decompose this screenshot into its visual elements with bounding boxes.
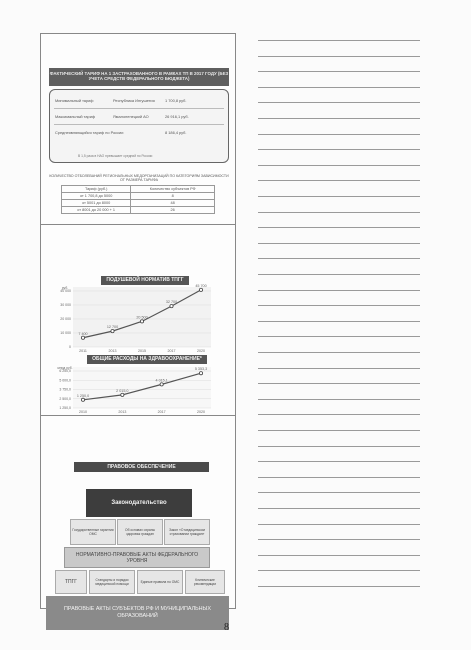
y-tick-label: 30 000 <box>60 303 71 308</box>
data-label: 2 015,0 <box>116 388 129 393</box>
pyramid-box: Единые правила по ОМС <box>137 570 183 594</box>
tariff-row <box>55 127 223 138</box>
data-point <box>81 398 84 401</box>
pyramid-box: Клинические рекомендации <box>185 570 225 594</box>
ruled-line <box>258 492 420 493</box>
ruled-line <box>258 118 420 119</box>
pyramid-box: Стандарты и порядки медицинской помощи <box>89 570 135 594</box>
ruled-line <box>258 212 420 213</box>
chart-title: ПОДУШЕВОЙ НОРМАТИВ ТПГГ <box>101 276 189 285</box>
data-point <box>111 330 114 333</box>
ruled-line <box>258 368 420 369</box>
y-tick-label: 1 250,0 <box>59 406 71 411</box>
ruled-line <box>258 539 420 540</box>
pyramid-box: Об основах охраны здоровья граждан <box>117 519 163 545</box>
ruled-line <box>258 149 420 150</box>
table-cell: от 8001 до 20 000 + 1 <box>62 207 131 214</box>
x-tick-label: 2017 <box>157 410 166 414</box>
data-point <box>170 305 173 308</box>
pyramid-law: Законодательство <box>86 489 192 517</box>
y-tick-label: 0 <box>69 345 71 350</box>
ruled-line <box>258 56 420 57</box>
data-label: 20 500 <box>136 315 148 320</box>
y-axis-label: руб. <box>61 286 69 290</box>
data-point <box>160 383 163 386</box>
ruled-line <box>258 352 420 353</box>
pyramid-federal: НОРМАТИВНО-ПРАВОВЫЕ АКТЫ ФЕДЕРАЛЬНОГО УРОВНЯ <box>64 547 210 568</box>
table-header: Тариф (руб.) <box>62 186 131 193</box>
y-tick-label: 5 000,0 <box>59 378 71 383</box>
data-label: 4 015,1 <box>155 378 168 383</box>
table-row <box>62 200 215 207</box>
data-label: 7 400 <box>78 331 88 336</box>
y-tick-label: 10 000 <box>60 331 71 336</box>
x-tick-label: 2013 <box>118 410 127 414</box>
data-point <box>81 336 84 339</box>
y-tick-label: 6 250,0 <box>59 369 71 374</box>
data-point <box>140 320 143 323</box>
ruled-line <box>258 446 420 447</box>
ruled-line <box>258 461 420 462</box>
ruled-line <box>258 134 420 135</box>
orgs-title: КОЛИЧЕСТВО ОТБОЛЕВАНИЙ РЕГИОНАЛЬНЫХ МЕДОРГАНИЗАЦИЙ ПО КАТЕГОРИЯМ ЗАВИСИМОСТИ ОТ РАЗМЕРА ТАРИФА <box>49 174 229 183</box>
ruled-line <box>258 290 420 291</box>
tariff-region: Ямалоненецкий АО <box>113 114 149 119</box>
x-tick-label: 2020 <box>197 410 205 414</box>
pyramid-box: Государственные гарантии ОМС <box>70 519 116 545</box>
data-point <box>121 393 124 396</box>
table-cell: от 1 700,8 до 5000 <box>62 193 131 200</box>
ruled-line <box>258 40 420 41</box>
tariff-row <box>55 95 223 106</box>
tariff-note: В 1,5 раза в НАО превышает средний по России <box>78 154 153 158</box>
slide-legal <box>41 415 235 619</box>
data-label: 5 353,3 <box>194 367 208 372</box>
ruled-line <box>258 383 420 384</box>
x-tick-label: 2020 <box>197 349 205 353</box>
chart-title: ОБЩИЕ РАСХОДЫ НА ЗДРАВООХРАНЕНИЕ* <box>87 355 207 364</box>
pyramid-regional: ПРАВОВЫЕ АКТЫ СУБЪЕКТОВ РФ И МУНИЦИПАЛЬНЫХ ОБРАЗОВАНИЙ <box>46 596 229 630</box>
data-point <box>199 288 202 291</box>
slides-column <box>40 33 236 619</box>
tariff-value: 26 916,1 руб. <box>165 114 189 119</box>
ruled-line <box>258 586 420 587</box>
divider <box>54 108 224 109</box>
table-header: Количество субъектов РФ <box>131 186 215 193</box>
pyramid-box: Закон «О медицинском страховании граждан» <box>164 519 210 545</box>
table-row <box>62 207 215 214</box>
y-tick-label: 2 500,0 <box>59 396 71 401</box>
data-label: 12 700 <box>106 325 119 330</box>
divider <box>54 124 224 125</box>
ruled-line <box>258 555 420 556</box>
table-cell: от 5001 до 8000 <box>62 200 131 207</box>
ruled-line <box>258 102 420 103</box>
table-header-row <box>62 186 215 193</box>
ruled-line <box>258 399 420 400</box>
ruled-line <box>258 227 420 228</box>
table-cell: 48 <box>131 200 215 207</box>
charts-canvas <box>41 225 235 416</box>
slide-tariff <box>41 34 235 224</box>
ruled-line <box>258 508 420 509</box>
tariff-label: Среднеявляющийся тариф по России <box>55 130 124 135</box>
tariff-label: Минимальный тариф <box>55 98 94 103</box>
x-tick-label: 2017 <box>167 349 176 353</box>
tariff-region: Республика Ингушетия <box>113 98 155 103</box>
ruled-line <box>258 71 420 72</box>
ruled-line <box>258 524 420 525</box>
data-point <box>199 372 202 375</box>
data-label: 1 250,0 <box>76 393 90 398</box>
ruled-line <box>258 180 420 181</box>
data-label: 45 700 <box>195 283 207 288</box>
tariff-box <box>49 89 229 163</box>
slide-charts <box>41 224 235 415</box>
plot-area <box>73 367 211 408</box>
slide-title: ФАКТИЧЕСКИЙ ТАРИФ НА 1 ЗАСТРАХОВАННОГО В РАМКАХ ТП В 2017 ГОДУ (БЕЗ УЧЕТА СРЕДСТВ ФЕДЕРАЛЬНОГО БЮДЖЕТА) <box>49 68 229 86</box>
table-row <box>62 193 215 200</box>
ruled-line <box>258 430 420 431</box>
ruled-line <box>258 570 420 571</box>
tariff-value: 1 700,8 руб. <box>165 98 187 103</box>
x-tick-label: 2011 <box>79 349 87 353</box>
tariff-value: 8 186,4 руб. <box>165 130 187 135</box>
pyramid-box: ТПГГ <box>55 570 87 594</box>
orgs-table <box>61 185 215 214</box>
page-number: 8 <box>224 622 229 633</box>
table-cell: 8 <box>131 193 215 200</box>
ruled-line <box>258 477 420 478</box>
ruled-line <box>258 243 420 244</box>
tariff-label: Максимальный тариф <box>55 114 96 119</box>
x-tick-label: 2015 <box>138 349 146 353</box>
x-tick-label: 2010 <box>79 410 87 414</box>
table-cell: 26 <box>131 207 215 214</box>
ruled-line <box>258 305 420 306</box>
ruled-line <box>258 87 420 88</box>
y-tick-label: 20 000 <box>60 317 71 322</box>
y-axis-label: млрд руб. <box>57 366 73 370</box>
ruled-line <box>258 258 420 259</box>
slide-title: ПРАВОВОЕ ОБЕСПЕЧЕНИЕ <box>74 462 209 472</box>
tariff-row <box>55 111 223 122</box>
ruled-line <box>258 274 420 275</box>
ruled-line <box>258 336 420 337</box>
ruled-line <box>258 414 420 415</box>
ruled-line <box>258 196 420 197</box>
y-tick-label: 3 750,0 <box>59 387 71 392</box>
x-tick-label: 2013 <box>108 349 117 353</box>
y-tick-label: 40 000 <box>60 289 71 294</box>
ruled-line <box>258 321 420 322</box>
ruled-line <box>258 165 420 166</box>
data-label: 32 700 <box>165 300 178 305</box>
